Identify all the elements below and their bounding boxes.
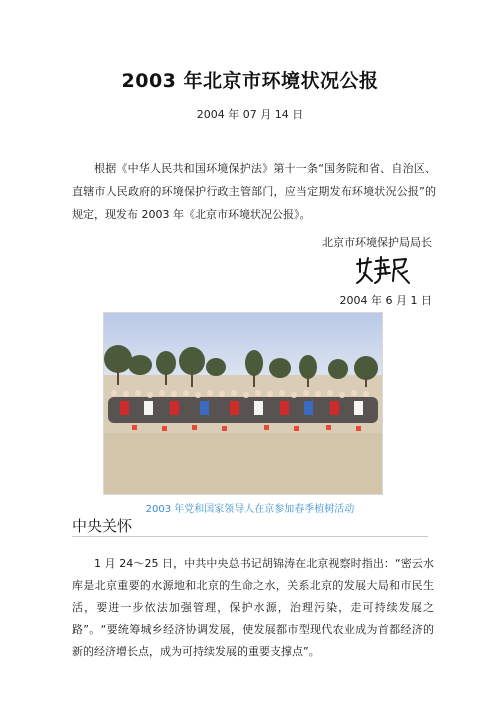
- section-heading: 中央关怀: [72, 517, 133, 535]
- intro-paragraph: 根据《中华人民共和国环境保护法》第十一条“国务院和省、自治区、直辖市人民政府的环境保护行政主管部门，应当定期发布环境状况公报”的规定，现发布 2003 年《北京市环境状况公报》。: [72, 162, 436, 221]
- signature: [354, 252, 412, 288]
- tree-planting-photo: [103, 312, 383, 495]
- signing-date: 2004 年 6 月 1 日: [339, 294, 432, 307]
- section-paragraph: 1 月 24～25 日，中共中央总书记胡锦涛在北京视察时指出：“密云水库是北京重要的水源地和北京的生命之水，关系北京的发展大局和市民生活，要进一步依法加强管理，保护水源，治理污染，走可持续发展之路”。“要统筹城乡经济协调发展，使发展都市型现代农业成为首都经济的新的经济增长点，成为可持续发展的重要支撑点”。: [72, 557, 434, 658]
- photo-caption: 2003 年党和国家领导人在京参加春季植树活动: [145, 504, 355, 515]
- publish-date: 2004 年 07 月 14 日: [196, 108, 304, 121]
- section-divider: [72, 536, 428, 537]
- issuing-agency: 北京市环境保护局局长: [322, 236, 432, 249]
- document-title: 2003 年北京市环境状况公报: [121, 70, 379, 92]
